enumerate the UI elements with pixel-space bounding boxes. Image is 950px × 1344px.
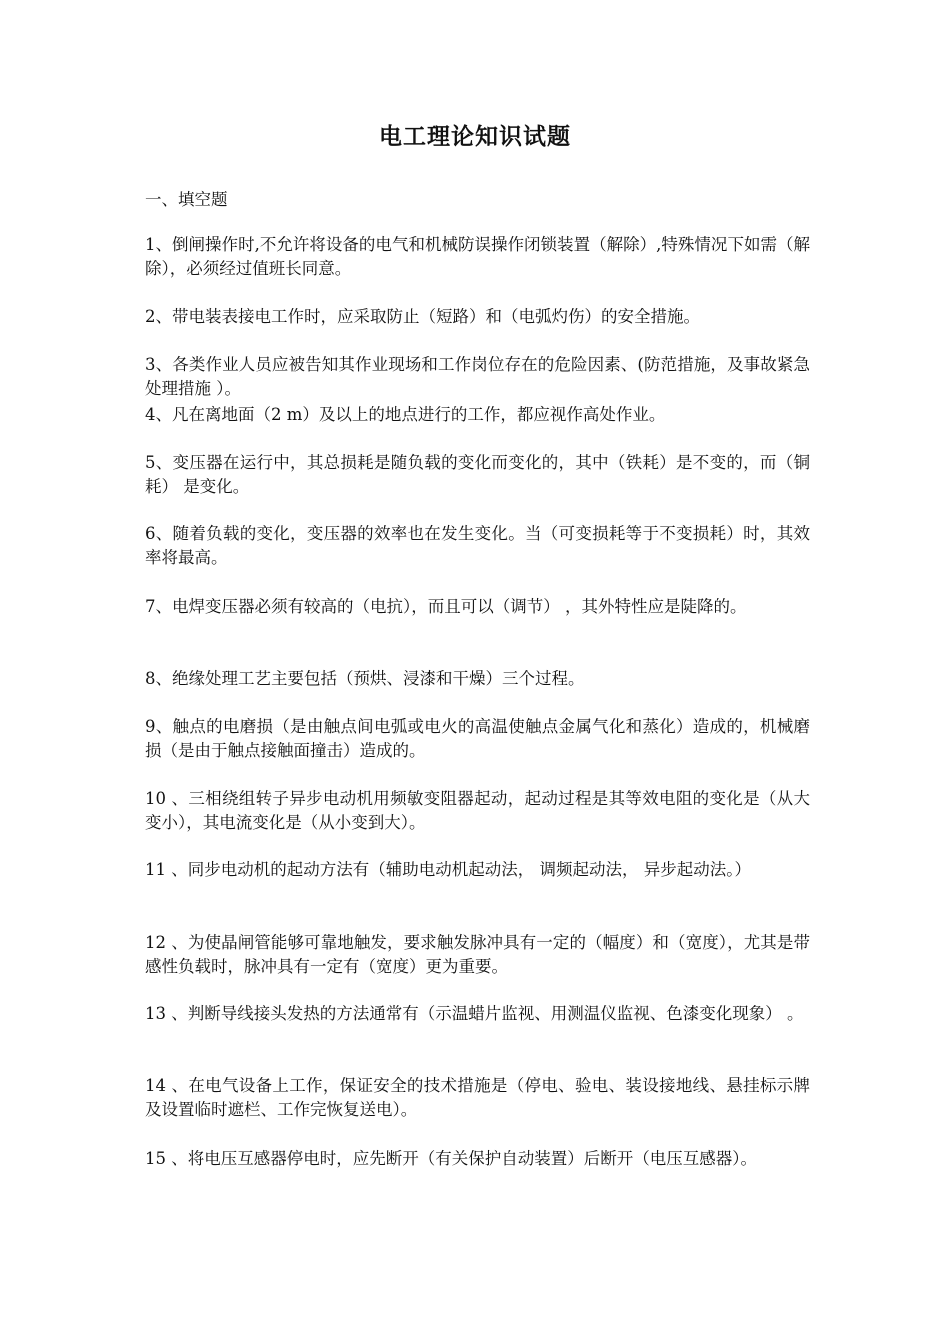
question-9: 9、触点的电磨损（是由触点间电弧或电火的高温使触点金属气化和蒸化）造成的，机械磨损（是由于触点接触面撞击）造成的。: [145, 717, 810, 760]
question-12: 12 、为使晶闸管能够可靠地触发，要求触发脉冲具有一定的（幅度）和（宽度），尤其是带感性负载时，脉冲具有一定有（宽度）更为重要。: [145, 933, 810, 976]
section-heading: 一、填空题: [145, 190, 228, 209]
question-11: 11 、同步电动机的起动方法有（辅助电动机起动法， 调频起动法， 异步起动法。）: [145, 860, 751, 879]
question-4: 4、凡在离地面（2 m）及以上的地点进行的工作，都应视作高处作业。: [145, 405, 666, 424]
question-6: 6、随着负载的变化，变压器的效率也在发生变化。当（可变损耗等于不变损耗）时，其效率将最高。: [145, 524, 810, 567]
question-5: 5、变压器在运行中，其总损耗是随负载的变化而变化的，其中（铁耗）是不变的，而（铜耗） 是变化。: [145, 453, 810, 496]
question-8: 8、绝缘处理工艺主要包括（预烘、浸漆和干燥）三个过程。: [145, 669, 585, 688]
question-7: 7、电焊变压器必须有较高的（电抗），而且可以（调节） ，其外特性应是陡降的。: [145, 597, 747, 616]
question-15: 15 、将电压互感器停电时，应先断开（有关保护自动装置）后断开（电压互感器）。: [145, 1149, 757, 1168]
question-13: 13 、判断导线接头发热的方法通常有（示温蜡片监视、用测温仪监视、色漆变化现象） 。: [145, 1004, 804, 1023]
question-3: 3、各类作业人员应被告知其作业现场和工作岗位存在的危险因素、(防范措施，及事故紧急处理措施 ）。: [145, 355, 810, 398]
question-14: 14 、在电气设备上工作，保证安全的技术措施是（停电、验电、装设接地线、悬挂标示牌及设置临时遮栏、工作完恢复送电）。: [145, 1076, 810, 1119]
question-1: 1、倒闸操作时,不允许将设备的电气和机械防误操作闭锁装置（解除）,特殊情况下如需（解除），必须经过值班长同意。: [145, 235, 810, 278]
question-2: 2、带电装表接电工作时，应采取防止（短路）和（电弧灼伤）的安全措施。: [145, 307, 700, 326]
question-10: 10 、三相绕组转子异步电动机用频敏变阻器起动，起动过程是其等效电阻的变化是（从大变小），其电流变化是（从小变到大）。: [145, 789, 810, 832]
page-title: 电工理论知识试题: [379, 123, 571, 150]
